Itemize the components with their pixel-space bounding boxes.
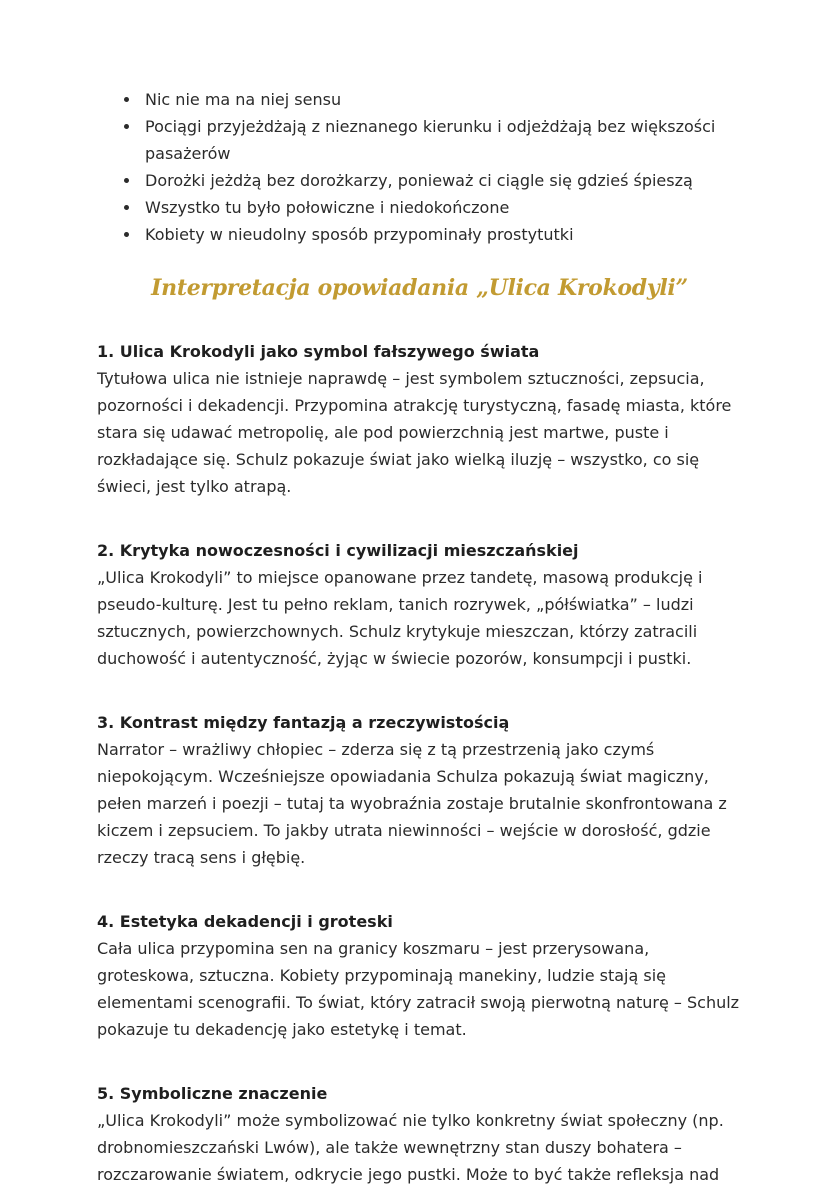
bullet-item: • Dorożki jeżdżą bez dorożkarzy, ponieważ ci ciągle się gdzieś śpieszą: [141, 167, 742, 194]
document-content: [97, 86, 742, 1188]
section-body: Tytułowa ulica nie istnieje naprawdę – jest symbolem sztuczności, zepsucia, pozorności i dekadencji. Przypomina atrakcję turystyczną, fasadę miasta, które stara się udawać metropolię, ale pod powierzchnią jest martwe, puste i rozkładające się. Schulz pokazuje świat jako wielką iluzję – wszystko, co się świeci, jest tylko atrapą.: [97, 369, 732, 496]
section-3: [97, 709, 742, 871]
section-title: 3. Kontrast między fantazją a rzeczywistością: [97, 713, 510, 732]
bullet-item: • Pociągi przyjeżdżają z nieznanego kierunku i odjeżdżają bez większości pasażerów: [141, 113, 742, 167]
section-body: „Ulica Krokodyli” to miejsce opanowane przez tandetę, masową produkcję i pseudo-kulturę. Jest tu pełno reklam, tanich rozrywek, „półświatka” – ludzi sztucznych, powierzchownych. Schulz krytykuje mieszczan, którzy zatracili duchowość i autentyczność, żyjąc w świecie pozorów, konsumpcji i pustki.: [97, 568, 703, 668]
section-1: [97, 338, 742, 500]
bullet-item: • Wszystko tu było połowiczne i niedokończone: [141, 194, 742, 221]
bullet-list: [97, 86, 742, 248]
bullet-item: • Kobiety w nieudolny sposób przypominały prostytutki: [141, 221, 742, 248]
section-5: [97, 1080, 742, 1188]
section-2: [97, 537, 742, 672]
section-body: Cała ulica przypomina sen na granicy koszmaru – jest przerysowana, groteskowa, sztuczna. Kobiety przypominają manekiny, ludzie stają się elementami scenografii. To świat, który zatracił swoją pierwotną naturę – Schulz pokazuje tu dekadencję jako estetykę i temat.: [97, 939, 740, 1039]
document-title: Interpretacja opowiadania „Ulica Krokodyli”: [151, 275, 688, 301]
section-title: 5. Symboliczne znaczenie: [97, 1084, 328, 1103]
section-body: Narrator – wrażliwy chłopiec – zderza się z tą przestrzenią jako czymś niepokojącym. Wcześniejsze opowiadania Schulza pokazują świat magiczny, pełen marzeń i poezji – tutaj ta wyobraźnia zostaje brutalnie skonfrontowana z kiczem i zepsuciem. To jakby utrata niewinności – wejście w dorosłość, gdzie rzeczy tracą sens i głębię.: [97, 740, 727, 867]
section-title: 2. Krytyka nowoczesności i cywilizacji mieszczańskiej: [97, 541, 579, 560]
section-title: 1. Ulica Krokodyli jako symbol fałszywego świata: [97, 342, 540, 361]
section-body: „Ulica Krokodyli” może symbolizować nie tylko konkretny świat społeczny (np. drobnomieszczański Lwów), ale także wewnętrzny stan duszy bohatera – rozczarowanie światem, odkrycie jego pustki. Może to być także refleksja nad: [97, 1111, 724, 1184]
section-4: [97, 908, 742, 1043]
bullet-item: • Nic nie ma na niej sensu: [141, 86, 742, 113]
section-title: 4. Estetyka dekadencji i groteski: [97, 912, 393, 931]
